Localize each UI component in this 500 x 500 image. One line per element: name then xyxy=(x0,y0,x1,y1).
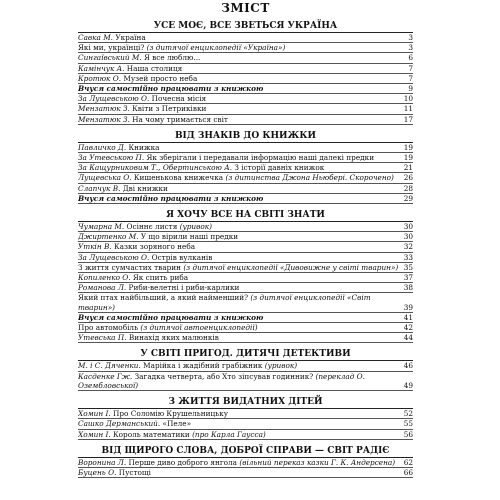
entry-author: За Кащурниковим Т., Обертинською А. xyxy=(78,163,233,173)
entry-page-number: 42 xyxy=(403,323,413,333)
toc-entry xyxy=(78,43,413,53)
entry-title xyxy=(78,283,403,292)
entry-title xyxy=(78,232,403,241)
entry-title xyxy=(78,313,403,322)
entry-author: Мензатюк З. xyxy=(78,104,130,114)
entry-author: Копиленко О. xyxy=(78,273,131,283)
entry-author: Слапчук В. xyxy=(78,183,121,193)
entry-page-number: 17 xyxy=(403,114,413,124)
entry-page-number: 39 xyxy=(403,302,413,312)
entry-author: Касденке Гж. xyxy=(78,371,133,381)
entry-page-number: 66 xyxy=(403,467,413,477)
entry-work: З історії давніх книжок xyxy=(232,163,325,173)
entry-title xyxy=(78,468,403,477)
toc-entry xyxy=(78,163,413,173)
toc-entry xyxy=(78,64,413,74)
entry-work: Загадка четверта, або Хто зіпсував годинник? xyxy=(132,371,316,381)
toc-entry xyxy=(78,458,413,468)
entry-page-number: 30 xyxy=(403,232,413,242)
entry-page-number: 56 xyxy=(403,429,413,439)
entry-note: (з дитячої енциклопедії «Світ тварин») xyxy=(78,293,371,312)
entry-work: Почесна місія xyxy=(149,94,207,104)
entry-page-number: 49 xyxy=(403,380,413,390)
entry-title xyxy=(78,263,403,272)
entry-work: На чому тримається світ xyxy=(129,114,228,124)
entry-work: У що вірили наші предки xyxy=(138,232,239,242)
entry-author: Буцень О. xyxy=(78,467,117,477)
section-heading: ВІД ЗНАКІВ ДО КНИЖКИ xyxy=(78,131,413,143)
toc-entry xyxy=(78,143,413,153)
toc-entry xyxy=(78,194,413,204)
entry-title xyxy=(78,323,403,332)
entry-author: Павличко Д. xyxy=(78,142,127,152)
entry-work: Острів вулканів xyxy=(149,252,213,262)
entry-page-number: 32 xyxy=(403,242,413,252)
toc-entry xyxy=(78,313,413,323)
section-heading: УСЕ МОЄ, ВСЕ ЗВЕТЬСЯ УКРАЇНА xyxy=(78,21,413,33)
entry-work: Як спить риба xyxy=(130,273,189,283)
entry-work: Казки зоряного неба xyxy=(111,242,196,252)
toc-entry xyxy=(78,372,413,391)
section-heading: Я ХОЧУ ВСЕ НА СВІТІ ЗНАТИ xyxy=(78,210,413,222)
entry-note: (з дитячої енциклопедії «Дивовижне у світі тварин») xyxy=(183,262,399,272)
entry-note: (з дитинства Джона Ньюбері. Скорочено) xyxy=(225,173,394,183)
entry-page-number: 41 xyxy=(403,312,413,322)
entry-work: Винахід яких малюнків xyxy=(126,333,219,343)
entry-note: (уривок) xyxy=(264,361,298,371)
entry-work: Осіннє листя xyxy=(124,222,180,232)
entry-author: За Утевською П. xyxy=(78,153,145,163)
toc-entry xyxy=(78,115,413,125)
toc-entry xyxy=(78,283,413,293)
toc-entry xyxy=(78,273,413,283)
entry-author: Хомин І. xyxy=(78,409,111,419)
entry-work: Про автомобіль xyxy=(78,323,141,333)
entry-author: Хомин І. xyxy=(78,429,111,439)
entry-work: Перше диво доброго янгола xyxy=(126,457,240,467)
entry-author: Лущевська О. xyxy=(78,173,132,183)
entry-title xyxy=(78,419,403,428)
entry-page-number: 10 xyxy=(403,94,413,104)
entry-author: Кротюк О. xyxy=(78,73,122,83)
section-heading: ВІД ЩИРОГО СЛОВА, ДОБРОЇ СПРАВИ — СВІТ РАДІЄ xyxy=(78,446,413,458)
entry-work: Марійка і жадібний грабіжник xyxy=(140,361,265,371)
toc-entry xyxy=(78,53,413,63)
entry-author: Уткін В. xyxy=(78,242,112,252)
entry-title xyxy=(78,33,403,42)
toc-entry xyxy=(78,184,413,194)
entry-page-number: 19 xyxy=(403,153,413,163)
entry-title xyxy=(78,115,403,124)
entry-work: Як зберігали і передавали інформацію наші далекі предки xyxy=(144,153,375,163)
entry-work: Квіти з Петриківки xyxy=(129,104,207,114)
entry-page-number: 35 xyxy=(403,262,413,272)
toc-entry xyxy=(78,409,413,419)
entry-title xyxy=(78,153,403,162)
entry-page-number: 6 xyxy=(408,53,413,63)
entry-title xyxy=(78,43,403,52)
entry-title xyxy=(78,372,403,390)
entry-work: Я все люблю... xyxy=(141,53,201,63)
entry-work: Дві книжки xyxy=(120,183,168,193)
entry-title xyxy=(78,143,403,152)
entry-author: Романова Л. xyxy=(78,283,127,293)
entry-page-number: 26 xyxy=(403,173,413,183)
entry-title xyxy=(78,409,403,418)
section-heading: У СВІТІ ПРИГОД. ДИТЯЧІ ДЕТЕКТИВИ xyxy=(78,349,413,361)
toc-entry xyxy=(78,323,413,333)
entry-author: М. і С. Дяченки. xyxy=(78,361,141,371)
entry-title xyxy=(78,293,403,311)
entry-author: Джиртенко М. xyxy=(78,232,139,242)
entry-work: З життя сумчастих тварин xyxy=(78,262,184,272)
entry-title xyxy=(78,242,403,251)
toc-entry xyxy=(78,293,413,312)
entry-work: Кишенькова книжечка xyxy=(131,173,226,183)
entry-work: Музей просто неба xyxy=(121,73,198,83)
entry-page-number: 33 xyxy=(403,252,413,262)
entry-title xyxy=(78,94,403,103)
entry-note: (з дитячої енциклопедії «Україна») xyxy=(146,43,286,53)
toc-entry xyxy=(78,222,413,232)
entry-work: Наша столиця xyxy=(124,63,183,73)
entry-page-number: 19 xyxy=(403,142,413,152)
entry-page-number: 3 xyxy=(408,43,413,53)
entry-work: «Пеле» xyxy=(160,419,192,429)
entry-page-number: 7 xyxy=(408,73,413,83)
entry-note: (уривок) xyxy=(179,222,212,232)
table-of-contents xyxy=(78,0,413,478)
entry-title xyxy=(78,222,403,231)
entry-page-number: 37 xyxy=(403,273,413,283)
entry-title xyxy=(78,184,403,193)
toc-entry xyxy=(78,242,413,252)
toc-entry xyxy=(78,232,413,242)
entry-task-label: Вчуся самостійно працювати з книжкою xyxy=(78,84,264,94)
section-heading: З ЖИТТЯ ВИДАТНИХ ДІТЕЙ xyxy=(78,397,413,409)
entry-page-number: 7 xyxy=(408,63,413,73)
entry-page-number: 9 xyxy=(408,84,413,94)
toc-entry xyxy=(78,94,413,104)
entry-page-number: 38 xyxy=(403,283,413,293)
entry-title xyxy=(78,53,403,62)
entry-author: За Лущевською О. xyxy=(78,252,150,262)
entry-work: Риби-велетні і риби-карлики xyxy=(126,283,240,293)
entry-page-number: 21 xyxy=(403,163,413,173)
entry-title xyxy=(78,163,403,172)
toc-entry xyxy=(78,74,413,84)
entry-note: (вільний переказ казки Г. К. Андерсена) xyxy=(239,457,396,467)
entry-note: (про Карла Гаусса) xyxy=(192,429,266,439)
toc-entry xyxy=(78,253,413,263)
entry-title xyxy=(78,430,403,439)
entry-page-number: 28 xyxy=(403,183,413,193)
entry-work: Який птах найбільший, а який найменший? xyxy=(78,293,251,303)
toc-entry xyxy=(78,361,413,371)
entry-author: Сингаївський М. xyxy=(78,53,142,63)
entry-task-label: Вчуся самостійно працювати з книжкою xyxy=(78,312,264,322)
entry-title xyxy=(78,361,403,370)
entry-work: Король математики xyxy=(110,429,193,439)
entry-author: Мензатюк З. xyxy=(78,114,130,124)
entry-title xyxy=(78,273,403,282)
toc-entry xyxy=(78,153,413,163)
entry-page-number: 55 xyxy=(403,419,413,429)
entry-work: Книжка xyxy=(126,142,160,152)
entry-page-number: 29 xyxy=(403,193,413,203)
entry-work: Україна xyxy=(113,33,146,42)
toc-entry xyxy=(78,84,413,94)
entry-title xyxy=(78,64,403,73)
entry-work: Пустощі xyxy=(116,467,152,477)
entry-author: Чумарна М. xyxy=(78,222,125,232)
entry-title xyxy=(78,173,403,182)
toc-entry xyxy=(78,104,413,114)
entry-page-number: 46 xyxy=(403,361,413,371)
page-title: ЗМІСТ xyxy=(221,1,270,15)
entry-work: Які ми, українці? xyxy=(78,43,147,53)
entry-title xyxy=(78,74,403,83)
entry-page-number: 11 xyxy=(403,104,413,114)
entry-author: Воронина Л. xyxy=(78,457,127,467)
entry-author: Камінчук А. xyxy=(78,63,125,73)
entry-author: За Лущевською О. xyxy=(78,94,150,104)
entry-page-number: 52 xyxy=(403,409,413,419)
entry-title xyxy=(78,84,403,93)
entry-author: Утевська П. xyxy=(78,333,127,343)
toc-entry xyxy=(78,263,413,273)
entry-work: Про Соломію Крушельницьку xyxy=(110,409,228,419)
entry-author: Савка М. xyxy=(78,33,113,42)
entry-title xyxy=(78,104,403,113)
entry-title xyxy=(78,253,403,262)
entry-page-number: 62 xyxy=(403,457,413,467)
toc-entry xyxy=(78,430,413,440)
toc-entry xyxy=(78,333,413,343)
toc-entry xyxy=(78,33,413,43)
toc-entry xyxy=(78,173,413,183)
entry-page-number: 44 xyxy=(403,333,413,343)
entry-note: (переклад О. Озембловської) xyxy=(78,371,365,390)
entry-title xyxy=(78,458,403,467)
entry-title xyxy=(78,333,403,342)
toc-entry xyxy=(78,468,413,478)
toc-entry xyxy=(78,419,413,429)
entry-title xyxy=(78,194,403,203)
entry-author: Сашко Дерманський. xyxy=(78,419,161,429)
entry-note: (з дитячої автоенциклопедії) xyxy=(140,323,258,333)
entry-page-number: 3 xyxy=(408,33,413,42)
entry-task-label: Вчуся самостійно працювати з книжкою xyxy=(78,193,264,203)
entry-page-number: 30 xyxy=(403,222,413,232)
